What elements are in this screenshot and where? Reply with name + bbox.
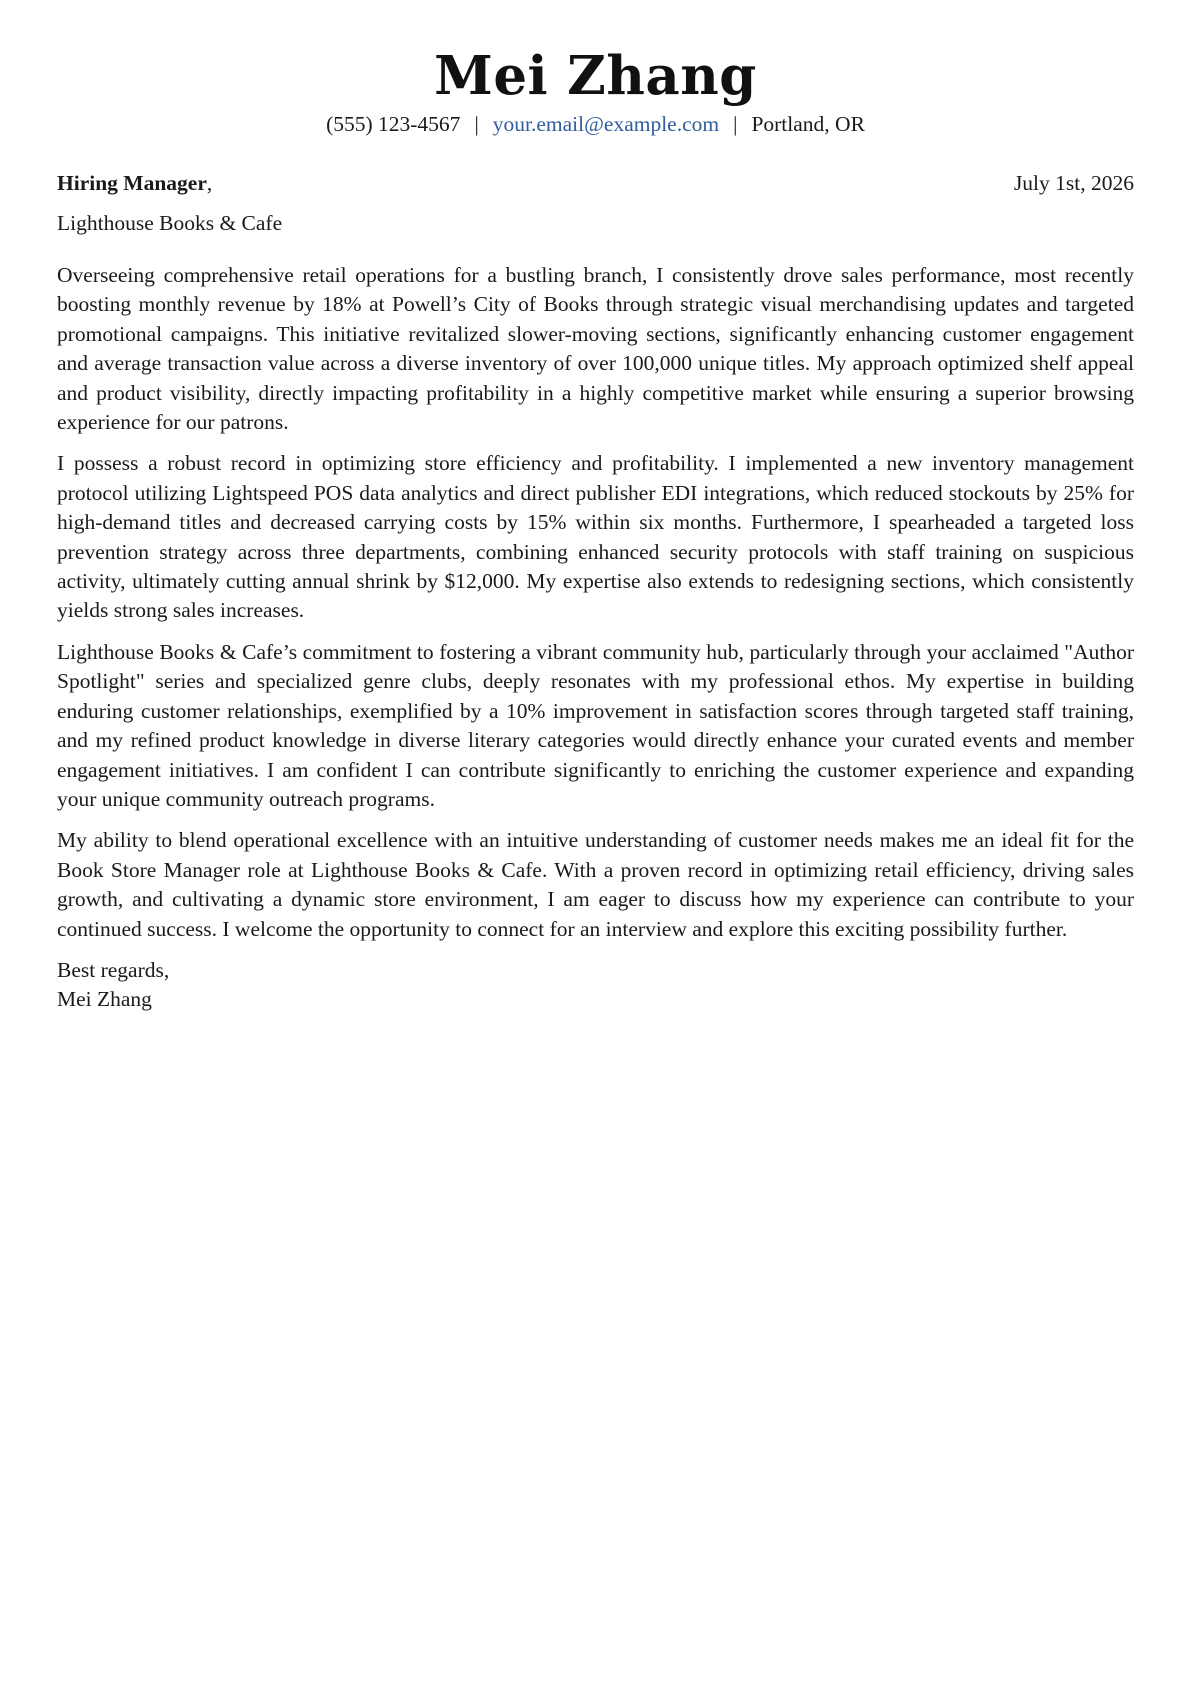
- letter-date: July 1st, 2026: [1013, 171, 1134, 195]
- phone-number: (555) 123-4567: [326, 112, 461, 136]
- sender-name: Mei Zhang: [434, 45, 757, 107]
- signature-name: Mei Zhang: [57, 986, 152, 1011]
- recipient-row: [57, 169, 1134, 197]
- body-paragraph: Overseeing comprehensive retail operations for a bustling branch, I consistently drove sales performance, most recently boosting monthly revenue by 18% at Powell’s City of Books through strategic visual merchandising updates and targeted promotional campaigns. This initiative revitalized slower-moving sections, significantly enhancing customer engagement and average transaction value across a diverse inventory of over 100,000 unique titles. My approach optimized shelf appeal and product visibility, directly impacting profitability in a highly competitive market while ensuring a superior browsing experience for our patrons.: [57, 263, 1134, 435]
- contact-line: [57, 110, 1134, 138]
- closing-salutation: Best regards,: [57, 957, 170, 982]
- letter-closing: [57, 956, 1134, 1014]
- body-paragraph: I possess a robust record in optimizing store efficiency and profitability. I implemented a new inventory management protocol utilizing Lightspeed POS data analytics and direct publisher EDI integrations, which reduced stockouts by 25% for high-demand titles and decreased carrying costs by 15% within six months. Furthermore, I spearheaded a targeted loss prevention strategy across three departments, combining enhanced security protocols with staff training on suspicious activity, ultimately cutting annual shrink by $12,000. My expertise also extends to redesigning sections, which consistently yields strong sales increases.: [57, 451, 1134, 623]
- body-paragraph: Lighthouse Books & Cafe’s commitment to fostering a vibrant community hub, particularly through your acclaimed "Author Spotlight" series and specialized genre clubs, deeply resonates with my professional ethos. My expertise in building enduring customer relationships, exemplified by a 10% improvement in satisfaction scores through targeted staff training, and my refined product knowledge in diverse literary categories would directly enhance your curated events and member engagement initiatives. I am confident I can contribute significantly to enriching the customer experience and expanding your unique community outreach programs.: [57, 639, 1134, 811]
- body-paragraph: My ability to blend operational excellence with an intuitive understanding of customer needs makes me an ideal fit for the Book Store Manager role at Lighthouse Books & Cafe. With a proven record in optimizing retail efficiency, driving sales growth, and cultivating a dynamic store environment, I am eager to discuss how my experience can contribute to your continued success. I welcome the opportunity to connect for an interview and explore this exciting possibility further.: [57, 828, 1134, 941]
- contact-separator: |: [474, 112, 479, 136]
- letter-body: [57, 261, 1134, 944]
- contact-separator: |: [733, 112, 738, 136]
- recipient-company: Lighthouse Books & Cafe: [57, 211, 283, 235]
- location: Portland, OR: [751, 112, 865, 136]
- cover-letter-page: [57, 0, 1134, 1014]
- recipient-salutation: [57, 169, 212, 197]
- email-link[interactable]: your.email@example.com: [492, 112, 720, 136]
- recipient-name: Hiring Manager: [57, 171, 207, 195]
- recipient-comma: ,: [206, 171, 213, 195]
